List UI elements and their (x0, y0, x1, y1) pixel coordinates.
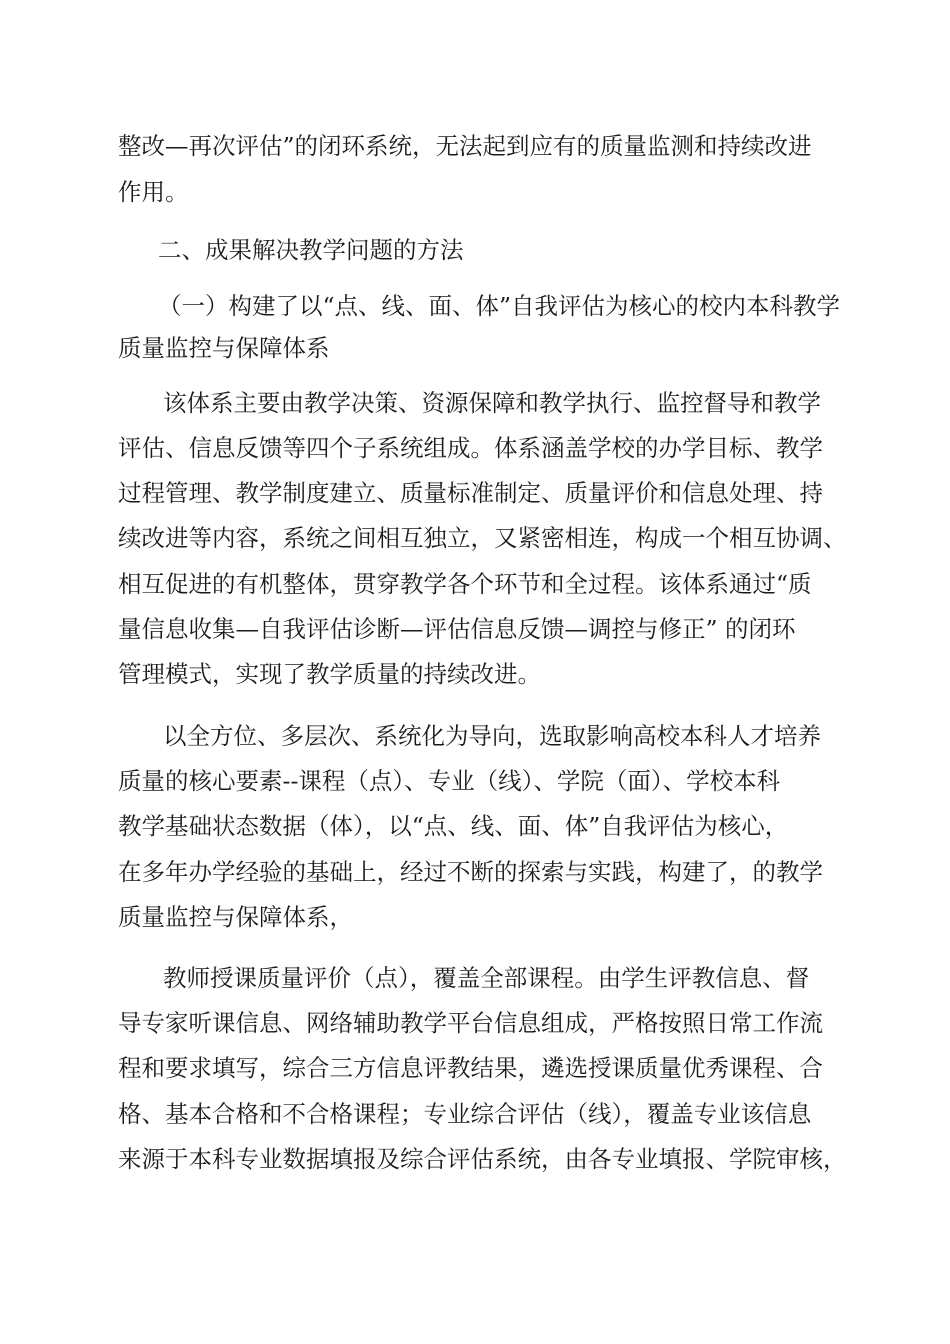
text-line: 导专家听课信息、网络辅助教学平台信息组成，严格按照日常工作流 (118, 1009, 823, 1037)
text-line: 过程管理、教学制度建立、质量标准制定、质量评价和信息处理、持 (118, 479, 823, 507)
subsection-heading: （一）构建了以“点、线、面、体”自我评估为核心的校内本科教学 (158, 292, 841, 320)
text-line: 教师授课质量评价（点），覆盖全部课程。由学生评教信息、督 (163, 964, 810, 992)
text-line: 该体系主要由教学决策、资源保障和教学执行、监控督导和教学 (163, 389, 821, 417)
text-line: 作用。 (118, 178, 189, 206)
text-line: 以全方位、多层次、系统化为导向，选取影响高校本科人才培养 (163, 722, 821, 750)
text-line: 质量的核心要素--课程（点）、专业（线）、学院（面）、学校本科 (118, 767, 781, 795)
text-line: 来源于本科专业数据填报及综合评估系统，由各专业填报、学院审核， (118, 1145, 847, 1173)
text-line: 教学基础状态数据（体），以“点、线、面、体”自我评估为核心， (118, 812, 789, 840)
text-line: 管理模式，实现了教学质量的持续改进。 (118, 660, 541, 688)
text-line: 续改进等内容，系统之间相互独立，又紧密相连，构成一个相互协调、 (118, 524, 847, 552)
text-line: 质量监控与保障体系， (118, 903, 353, 931)
text-line: 评估、信息反馈等四个子系统组成。体系涵盖学校的办学目标、教学 (118, 434, 823, 462)
text-line: 相互促进的有机整体，贯穿教学各个环节和全过程。该体系通过“质 (118, 570, 812, 598)
text-line: 格、基本合格和不合格课程；专业综合评估（线），覆盖专业该信息 (118, 1100, 812, 1128)
text-line: 量信息收集—自我评估诊断—评估信息反馈—调控与修正” 的闭环 (118, 615, 796, 643)
section-heading: 二、成果解决教学问题的方法 (158, 236, 464, 264)
text-line: 程和要求填写，综合三方信息评教结果，遴选授课质量优秀课程、合 (118, 1054, 823, 1082)
subsection-heading-line: 质量监控与保障体系 (118, 334, 330, 362)
text-line: 在多年办学经验的基础上，经过不断的探索与实践，构建了，的教学 (118, 858, 823, 886)
text-line: 整改—再次评估”的闭环系统，无法起到应有的质量监测和持续改进 (118, 132, 812, 160)
